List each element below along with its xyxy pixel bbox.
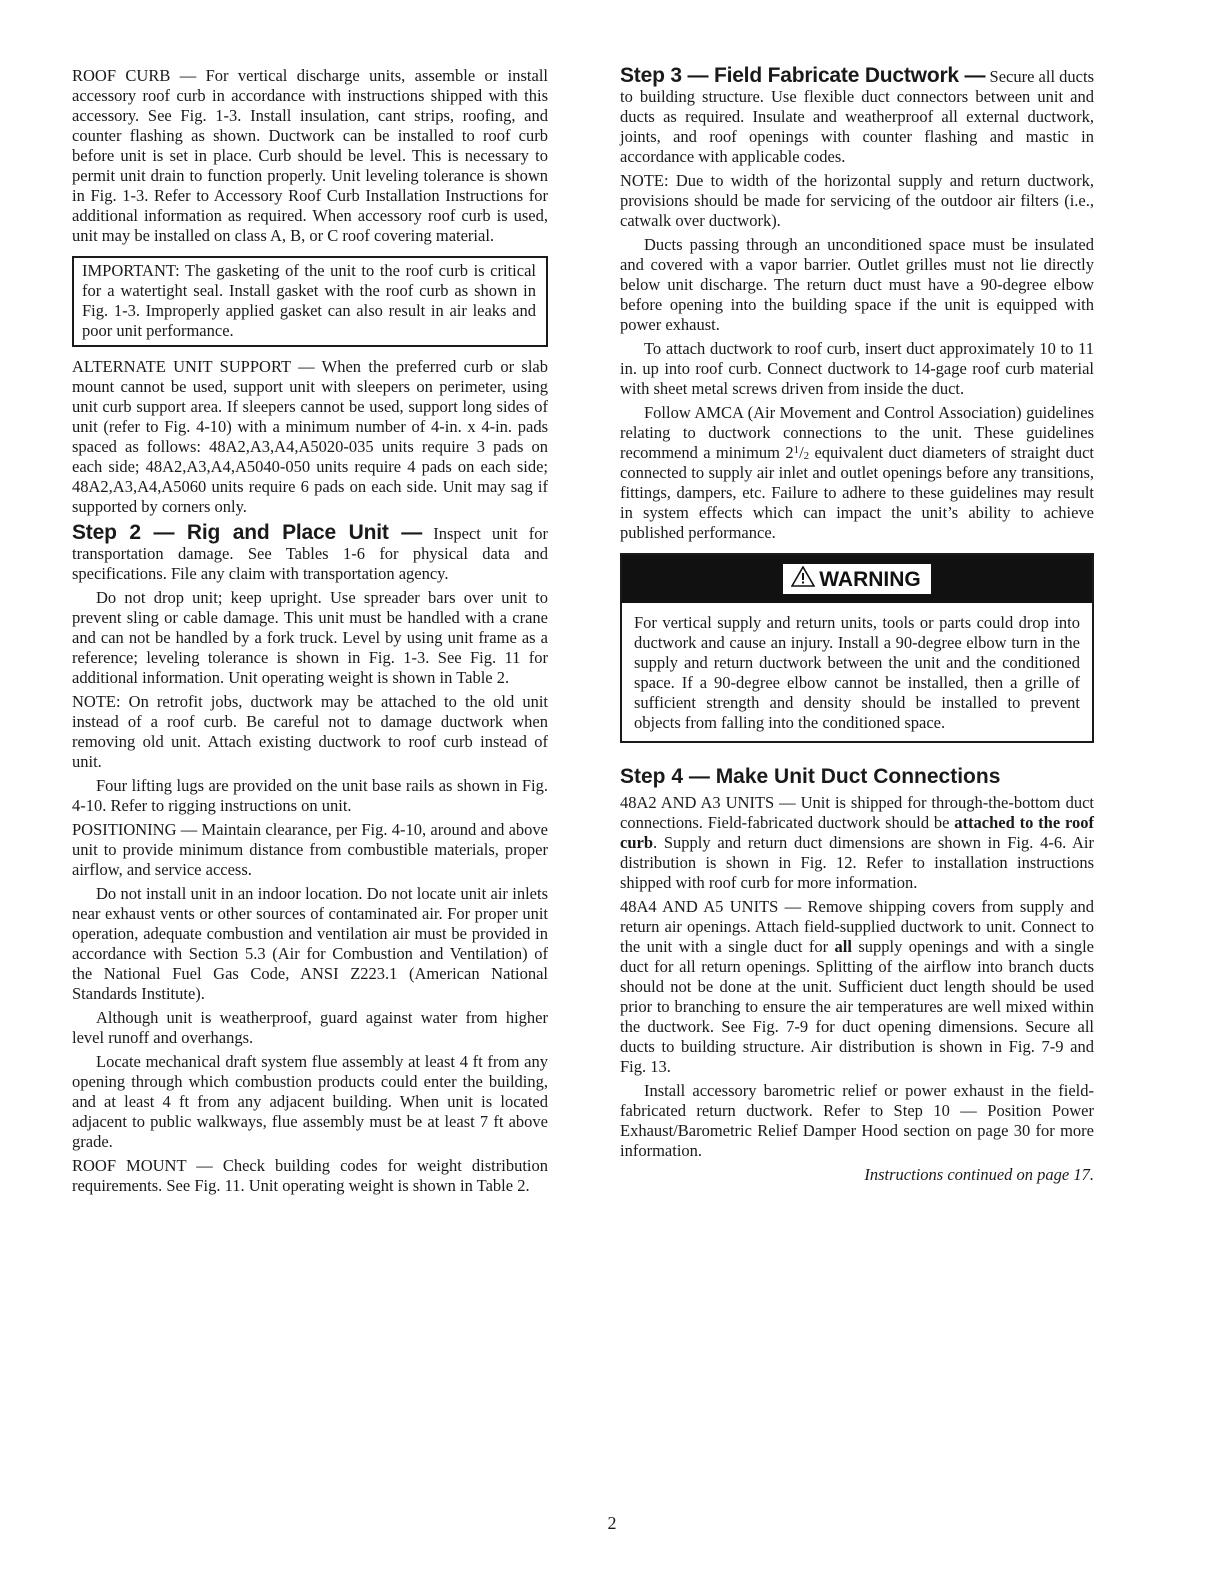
a4a5-text-a: 48A4 AND A5 UNITS — Remove shipping covers from supply and return air openings. Attach field-supplied ductwork to unit. Connect to the unit with a single duct for [620, 897, 1094, 956]
a2a3-text-a: 48A2 AND A3 UNITS — Unit is shipped for through-the-bottom duct connections. Field-fabricated ductwork should be [620, 793, 1094, 832]
a4a5-bold: all [834, 937, 852, 956]
lifting-lugs-paragraph: Four lifting lugs are provided on the unit base rails as shown in Fig. 4-10. Refer to rigging instructions on unit. [72, 776, 548, 815]
warning-box [620, 553, 1094, 743]
barometric-relief-paragraph: Install accessory barometric relief or power exhaust in the field-fabricated return ductwork. Refer to Step 10 — Position Power Exhaust/Barometric Relief Damper Hood section on page 30 for more information. [620, 1081, 1094, 1160]
important-text: IMPORTANT: The gasketing of the unit to the roof curb is critical for a watertight seal. Install gasket with the roof curb as shown in Fig. 1-3. Improperly applied gasket can also result in air leaks and poor unit performance. [82, 261, 536, 340]
a2a3-bold: attached to the roof curb [620, 813, 1095, 852]
step2-paragraph [72, 523, 548, 584]
a4-a5-units-paragraph [620, 897, 1094, 1077]
a2-a3-units-paragraph [620, 793, 1094, 893]
warning-body [622, 603, 1092, 741]
amca-fraction-den: 2 [803, 450, 810, 462]
continued-note: Instructions continued on page 17. [864, 1165, 1094, 1184]
warning-text: For vertical supply and return units, tools or parts could drop into ductwork and cause an injury. Install a 90-degree elbow turn in the supply and return ductwork between the unit and the conditioned space. If a 90-degree elbow cannot be installed, then a grille of sufficient strength and density should be installed to prevent objects from falling into the conditioned space. [634, 613, 1080, 732]
amca-fraction-num: 1 [793, 444, 800, 456]
amca-text-b: equivalent duct diameters of straight duct connected to supply air inlet and outlet openings before any transitions, fittings, dampers, etc. Failure to adhere to these guidelines may result in system effects which can impact the unit’s ability to achieve published performance. [620, 443, 1094, 542]
important-box [72, 256, 548, 347]
warning-label-text: WARNING [819, 567, 921, 591]
positioning-paragraph: POSITIONING — Maintain clearance, per Fig. 4-10, around and above unit to provide minimum distance from combustible materials, proper airflow, and service access. [72, 820, 548, 879]
step3-heading: Step 3 — Field Fabricate Ductwork — [620, 64, 986, 87]
step3-paragraph [620, 66, 1094, 167]
warning-label [783, 564, 931, 594]
right-column [620, 66, 1094, 1189]
left-column [72, 66, 548, 1200]
weatherproof-paragraph: Although unit is weatherproof, guard against water from higher level runoff and overhangs. [72, 1008, 548, 1047]
a2a3-text-b: . Supply and return duct dimensions are shown in Fig. 4-6. Air distribution is shown in Fig. 12. Refer to installation instructions shipped with roof curb for more information. [620, 833, 1094, 892]
step2-text: Inspect unit for transportation damage. See Tables 1-6 for physical data and specifications. File any claim with transportation agency. [72, 524, 549, 583]
roof-curb-paragraph: ROOF CURB — For vertical discharge units, assemble or install accessory roof curb in accordance with instructions shipped with this accessory. See Fig. 1-3. Install insulation, cant strips, roofing, and counter flashing as shown. Ductwork can be installed to roof curb before unit is set in place. Curb should be level. This is necessary to permit unit drain to function properly. Unit leveling tolerance is shown in Fig. 1-3. Refer to Accessory Roof Curb Installation Instructions for additional information as required. When accessory roof curb is used, unit may be installed on class A, B, or C roof covering material. [72, 66, 548, 245]
amca-paragraph: Follow AMCA (Air Movement and Control Association) guidelines relating to ductwork connections to the unit. These guidelines recommend a minimum $2^1/_2$ equivalent duct diameters of straight duct connected to supply air inlet and outlet openings before any transitions, fittings, dampers, etc. Failure to adhere to these guidelines may result in system effects which can impact the unit’s ability to achieve published performance. [620, 403, 1094, 542]
warning-triangle-icon [791, 566, 815, 593]
step2-heading: Step 2 — Rig and Place Unit — [72, 521, 423, 544]
page-number: 2 [607, 1513, 617, 1533]
flue-paragraph: Locate mechanical draft system flue assembly at least 4 ft from any opening through which combustion products could enter the building, and at least 4 ft from any adjacent building. When unit is located adjacent to public walkways, flue assembly must be at least 7 ft above grade. [72, 1052, 548, 1151]
unconditioned-space-paragraph: Ducts passing through an unconditioned space must be insulated and covered with a vapor barrier. Outlet grilles must not lie directly below unit discharge. The return duct must have a 90-degree elbow before opening into the building space if the unit is equipped with power exhaust. [620, 235, 1094, 334]
attach-ductwork-paragraph: To attach ductwork to roof curb, insert duct approximately 10 to 11 in. up into roof curb. Connect ductwork to 14-gage roof curb material with sheet metal screws driven from inside the duct. [620, 339, 1094, 398]
a4a5-text-b: supply openings and with a single duct for all return openings. Splitting of the airflow into branch ducts should not be done at the unit. Sufficient duct length should be used prior to branching to ensure the air temperatures are well mixed within the ductwork. See Fig. 7-9 for duct opening dimensions. Secure all ducts to building structure. Air distribution is shown in Fig. 7-9 and Fig. 13. [620, 937, 1094, 1076]
retrofit-note-paragraph: NOTE: On retrofit jobs, ductwork may be attached to the old unit instead of a roof curb. Be careful not to damage ductwork when removing old unit. Attach existing ductwork to roof curb instead of unit. [72, 692, 548, 771]
indoor-paragraph: Do not install unit in an indoor location. Do not locate unit air inlets near exhaust vents or other sources of contaminated air. For proper unit operation, adequate combustion and ventilation air must be provided in accordance with Section 5.3 (Air for Combustion and Ventilation) of the National Fuel Gas Code, ANSI Z223.1 (American National Standards Institute). [72, 884, 548, 1003]
warning-header [622, 555, 1092, 603]
amca-text-a: Follow AMCA (Air Movement and Control Association) guidelines relating to ductwork connections to the unit. These guidelines recommend a minimum 2 [620, 403, 1094, 462]
ductwork-note-paragraph: NOTE: Due to width of the horizontal supply and return ductwork, provisions should be made for servicing of the outdoor air filters (i.e., catwalk over ductwork). [620, 171, 1094, 230]
step4-heading: Step 4 — Make Unit Duct Connections [620, 765, 1001, 788]
roof-mount-paragraph: ROOF MOUNT — Check building codes for weight distribution requirements. See Fig. 11. Unit operating weight is shown in Table 2. [72, 1156, 548, 1195]
drop-paragraph: Do not drop unit; keep upright. Use spreader bars over unit to prevent sling or cable damage. This unit must be handled with a crane and can not be handled by a fork truck. Level by using unit frame as a reference; leveling tolerance is shown in Fig. 1-3. See Fig. 11 for additional information. Unit operating weight is shown in Table 2. [72, 588, 548, 687]
alternate-support-paragraph: ALTERNATE UNIT SUPPORT — When the preferred curb or slab mount cannot be used, support unit with sleepers on perimeter, using unit curb support area. If sleepers cannot be used, support long sides of unit (refer to Fig. 4-10) with a minimum number of 4-in. x 4-in. pads spaced as follows: 48A2,A3,A4,A5020-035 units require 3 pads on each side; 48A2,A3,A4,A5040-050 units require 4 pads on each side; 48A2,A3,A4,A5060 units require 6 pads on each side. Unit may sag if supported by corners only. [72, 357, 548, 516]
step3-text: Secure all ducts to building structure. Use flexible duct connectors between unit and ducts as required. Insulate and weatherproof all external ductwork, joints, and roof openings with counter flashing and mastic in accordance with applicable codes. [620, 67, 1095, 166]
